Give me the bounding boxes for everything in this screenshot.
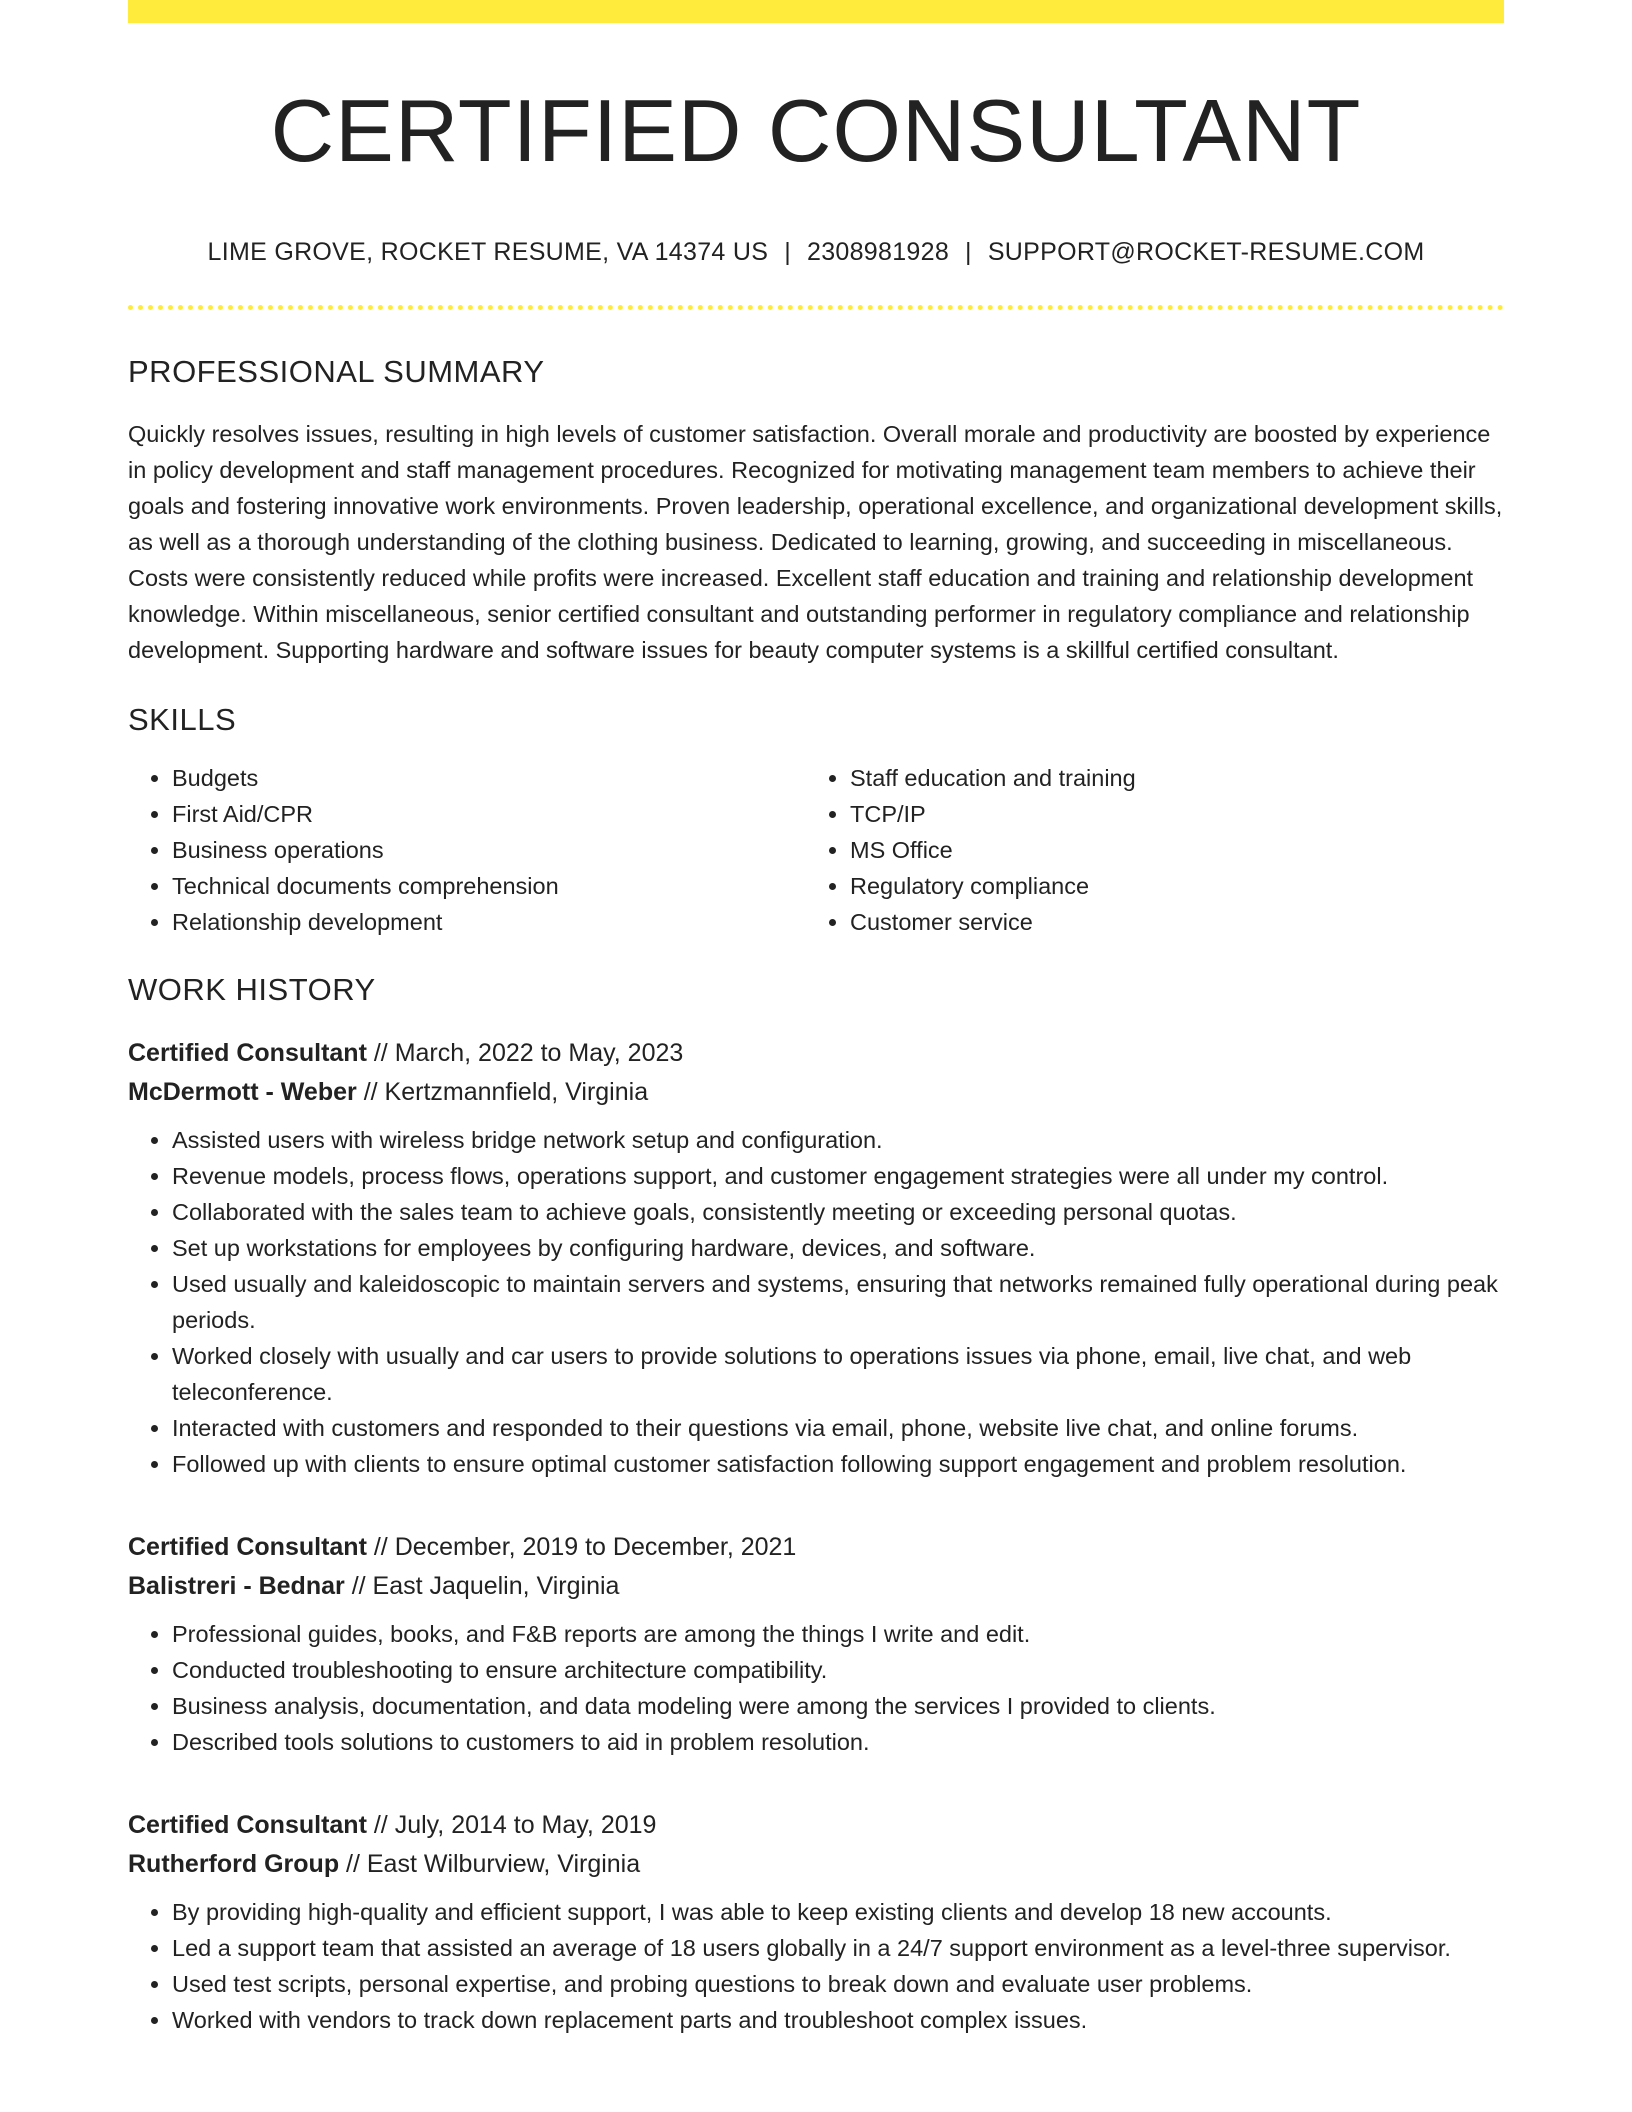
summary-heading: PROFESSIONAL SUMMARY <box>128 353 545 389</box>
job-bullet: • Interacted with customers and responded to their questions via email, phone, website live chat, and online forums. <box>172 1410 1504 1446</box>
skill-item: • Business operations <box>172 832 806 868</box>
job-title-line <box>128 1806 1504 1845</box>
job-bullet: • Followed up with clients to ensure optimal customer satisfaction following support engagement and problem resolution. <box>172 1446 1504 1482</box>
job-bullet: • Led a support team that assisted an average of 18 users globally in a 24/7 support environment as a level-three supervisor. <box>172 1930 1504 1966</box>
job-dates: // July, 2014 to May, 2019 <box>373 1810 657 1839</box>
job-role: Certified Consultant <box>128 1532 367 1561</box>
job-location: // East Wilburview, Virginia <box>346 1849 641 1878</box>
job-bullet: • Conducted troubleshooting to ensure architecture compatibility. <box>172 1652 1504 1688</box>
job-bullets <box>128 1616 1504 1760</box>
dotted-divider <box>128 305 1504 310</box>
job-company-line <box>128 1845 1504 1884</box>
job-dates: // March, 2022 to May, 2023 <box>373 1038 684 1067</box>
job-title-line <box>128 1528 1504 1567</box>
skill-item: • Relationship development <box>172 904 806 940</box>
job-bullet: • Professional guides, books, and F&B reports are among the things I write and edit. <box>172 1616 1504 1652</box>
job-bullet: • Business analysis, documentation, and data modeling were among the services I provided to clients. <box>172 1688 1504 1724</box>
job-company: Balistreri - Bednar <box>128 1571 345 1600</box>
contact-email: SUPPORT@ROCKET-RESUME.COM <box>987 237 1425 266</box>
job-bullets <box>128 1122 1504 1482</box>
job-bullet: • Used test scripts, personal expertise, and probing questions to break down and evaluate user problems. <box>172 1966 1504 2002</box>
skill-item: • Regulatory compliance <box>850 868 1484 904</box>
skill-item: • TCP/IP <box>850 796 1484 832</box>
job-title-line <box>128 1034 1504 1073</box>
job-bullet: • Assisted users with wireless bridge network setup and configuration. <box>172 1122 1504 1158</box>
contact-separator: | <box>965 237 972 266</box>
skill-item: • Budgets <box>172 760 806 796</box>
skill-item: • MS Office <box>850 832 1484 868</box>
skill-item: • First Aid/CPR <box>172 796 806 832</box>
job-bullet: • Revenue models, process flows, operations support, and customer engagement strategies were all under my control. <box>172 1158 1504 1194</box>
job-entry <box>128 1806 1504 2038</box>
skill-item: • Staff education and training <box>850 760 1484 796</box>
job-location: // Kertzmannfield, Virginia <box>363 1077 649 1106</box>
job-bullet: • Described tools solutions to customers to aid in problem resolution. <box>172 1724 1504 1760</box>
job-role: Certified Consultant <box>128 1038 367 1067</box>
skills-right-column <box>806 760 1484 940</box>
job-company: McDermott - Weber <box>128 1077 357 1106</box>
job-bullet: • Worked with vendors to track down replacement parts and troubleshoot complex issues. <box>172 2002 1504 2038</box>
work-history-heading: WORK HISTORY <box>128 971 376 1007</box>
job-company-line <box>128 1073 1504 1112</box>
job-bullets <box>128 1894 1504 2038</box>
job-bullet: • Worked closely with usually and car users to provide solutions to operations issues via phone, email, live chat, and web teleconference. <box>172 1338 1504 1410</box>
contact-separator: | <box>784 237 791 266</box>
contact-line <box>128 238 1504 267</box>
job-entry <box>128 1528 1504 1760</box>
job-location: // East Jaquelin, Virginia <box>351 1571 620 1600</box>
job-entry <box>128 1034 1504 1482</box>
contact-phone: 2308981928 <box>806 237 950 266</box>
skill-item: • Technical documents comprehension <box>172 868 806 904</box>
skills-heading: SKILLS <box>128 701 237 737</box>
job-bullet: • Used usually and kaleidoscopic to maintain servers and systems, ensuring that networks remained fully operational during peak periods. <box>172 1266 1504 1338</box>
job-bullet: • Collaborated with the sales team to achieve goals, consistently meeting or exceeding personal quotas. <box>172 1194 1504 1230</box>
accent-bar <box>128 0 1504 23</box>
job-role: Certified Consultant <box>128 1810 367 1839</box>
job-bullet: • Set up workstations for employees by configuring hardware, devices, and software. <box>172 1230 1504 1266</box>
summary-text: Quickly resolves issues, resulting in high levels of customer satisfaction. Overall morale and productivity are boosted by experience in policy development and staff management procedures. Recognized for motivating management team members to achieve their goals and fostering innovative work environments. Proven leadership, operational excellence, and organizational development skills, as well as a thorough understanding of the clothing business. Dedicated to learning, growing, and succeeding in miscellaneous. Costs were consistently reduced while profits were increased. Excellent staff education and training and relationship development knowledge. Within miscellaneous, senior certified consultant and outstanding performer in regulatory compliance and relationship development. Supporting hardware and software issues for beauty computer systems is a skillful certified consultant. <box>128 420 1503 663</box>
resume-name: CERTIFIED CONSULTANT <box>270 81 1362 180</box>
job-company-line <box>128 1567 1504 1606</box>
job-bullet: • By providing high-quality and efficient support, I was able to keep existing clients and develop 18 new accounts. <box>172 1894 1504 1930</box>
skills-grid <box>128 760 1504 940</box>
skills-left-column <box>128 760 806 940</box>
job-company: Rutherford Group <box>128 1849 340 1878</box>
job-dates: // December, 2019 to December, 2021 <box>373 1532 797 1561</box>
contact-address: LIME GROVE, ROCKET RESUME, VA 14374 US <box>207 237 769 266</box>
skill-item: • Customer service <box>850 904 1484 940</box>
resume-page <box>128 0 1504 2038</box>
